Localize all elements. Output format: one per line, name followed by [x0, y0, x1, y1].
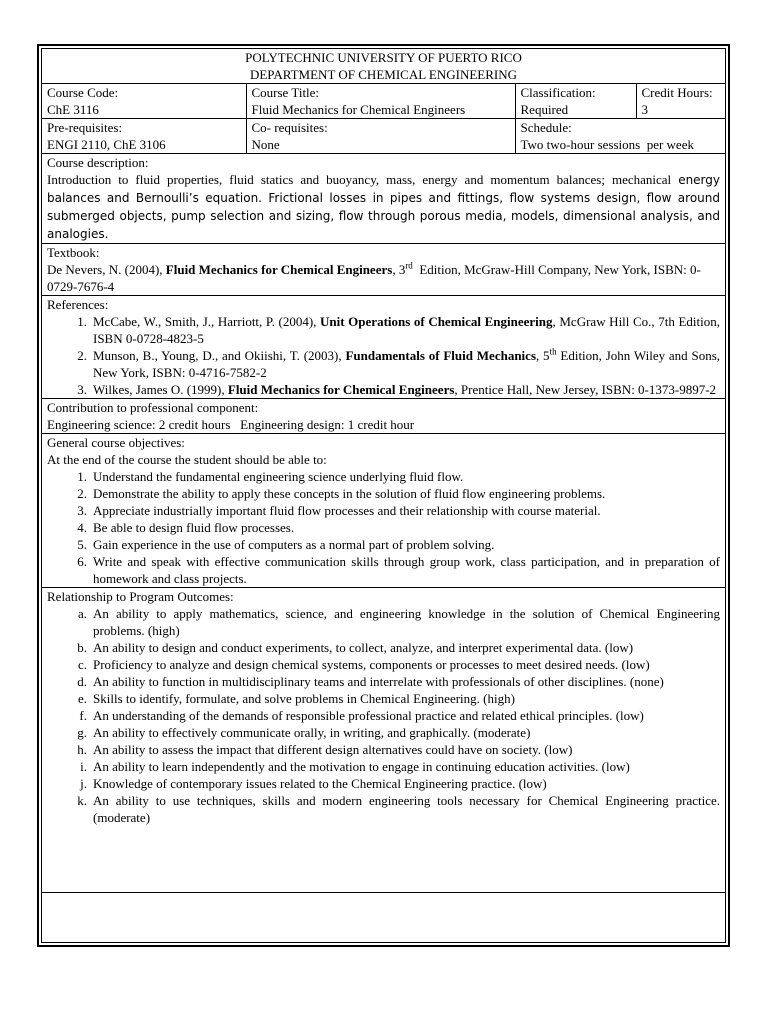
references-cell: [42, 296, 725, 399]
classification-cell: [515, 84, 636, 119]
outcome-item-marker: c.: [77, 657, 87, 672]
classification-label: Classification:: [520, 85, 596, 100]
header-cell: [42, 49, 725, 84]
reference-author: McCabe, W., Smith, J., Harriott, P. (2004),: [93, 314, 321, 329]
objective-item-marker: 3.: [77, 503, 87, 518]
outcome-item-marker: b.: [77, 640, 87, 655]
outcome-item-text: Proficiency to analyze and design chemical systems, components or processes to meet desired needs. (low): [93, 657, 650, 672]
course-title-label: Course Title:: [251, 85, 320, 100]
outcomes-row: [42, 588, 725, 893]
description-text-b: energy balances and Bernoulli’s equation. Frictional losses in pipes and fittings, flow systems design, flow around submerged objects, pump selection and sizing, flow through porous media, models, dimensional analysis, and analogies.: [47, 173, 720, 241]
credit-hours-cell: [636, 84, 725, 119]
schedule-value: Two two-hour sessions per week: [520, 137, 694, 152]
outcome-item: [47, 639, 720, 656]
syllabus-table: [42, 49, 725, 893]
reference-item: [47, 347, 720, 381]
objective-item: [47, 519, 720, 536]
outcomes-label: Relationship to Program Outcomes:: [47, 589, 234, 604]
objective-item: [47, 502, 720, 519]
textbook-author: De Nevers, N. (2004),: [47, 262, 166, 277]
description-label: Course description:: [47, 155, 149, 170]
syllabus-frame: [37, 44, 730, 947]
description-text-a: Introduction to fluid properties, fluid statics and buoyancy, mass, energy and momentum balances; mechanical: [47, 172, 679, 187]
prereq-label: Pre-requisites:: [47, 120, 123, 135]
objective-item-text: Understand the fundamental engineering science underlying fluid flow.: [93, 469, 464, 484]
outcome-item: [47, 724, 720, 741]
reference-item-text: [93, 313, 720, 347]
course-title-value: Fluid Mechanics for Chemical Engineers: [251, 102, 466, 117]
reference-details: , 5: [536, 348, 550, 363]
prereq-value: ENGI 2110, ChE 3106: [47, 137, 166, 152]
objective-item-marker: 1.: [77, 469, 87, 484]
objective-item-text: Demonstrate the ability to apply these concepts in the solution of fluid flow engineering problems.: [93, 486, 606, 501]
objective-item-text: Write and speak with effective communication skills through group work, class participation, and in preparation of homework and class projects.: [93, 554, 720, 586]
outcome-item-marker: j.: [80, 776, 87, 791]
course-info-row: [42, 84, 725, 119]
objective-item-marker: 5.: [77, 537, 87, 552]
reference-item-text: [93, 381, 720, 398]
outcome-item-text: Knowledge of contemporary issues related to the Chemical Engineering practice. (low): [93, 776, 547, 791]
reference-details: , McGraw Hill Co., 7th Edition, ISBN 0-0728-4823-5: [93, 314, 720, 346]
contribution-row: [42, 399, 725, 434]
references-label: References:: [47, 297, 109, 312]
objective-item-marker: 2.: [77, 486, 87, 501]
textbook-publisher: Edition, McGraw-Hill Company, New York, ISBN: 0-0729-7676-4: [47, 262, 701, 294]
reference-item: [47, 313, 720, 347]
objective-item: [47, 485, 720, 502]
objective-item: [47, 553, 720, 587]
textbook-label: Textbook:: [47, 245, 100, 260]
description-text: [47, 171, 720, 243]
course-title-cell: [246, 84, 515, 119]
reference-item: [47, 381, 720, 398]
objective-item-text: Be able to design fluid flow processes.: [93, 520, 295, 535]
outcome-item-marker: k.: [77, 793, 87, 808]
reference-title: Fundamentals of Fluid Mechanics: [345, 348, 536, 363]
outcome-item-text: An ability to use techniques, skills and modern engineering tools necessary for Chemical Engineering practice. (moderate): [93, 793, 720, 825]
objective-item: [47, 468, 720, 485]
course-code-label: Course Code:: [47, 85, 119, 100]
reference-author: Munson, B., Young, D., and Okiishi, T. (2003),: [93, 348, 346, 363]
references-row: [42, 296, 725, 399]
course-code-value: ChE 3116: [47, 102, 99, 117]
contribution-text: Engineering science: 2 credit hours Engineering design: 1 credit hour: [47, 417, 415, 432]
objectives-cell: [42, 434, 725, 588]
course-code-cell: [42, 84, 246, 119]
outcome-item-marker: d.: [77, 674, 87, 689]
textbook-row: [42, 244, 725, 296]
coreq-value: None: [251, 137, 280, 152]
outcome-item: [47, 673, 720, 690]
outcome-item-marker: f.: [79, 708, 87, 723]
prereq-cell: [42, 119, 246, 154]
textbook-edition-sup: rd: [405, 260, 413, 271]
objectives-row: [42, 434, 725, 588]
description-row: [42, 154, 725, 244]
requisites-row: [42, 119, 725, 154]
reference-title: Unit Operations of Chemical Engineering: [320, 314, 553, 329]
coreq-label: Co- requisites:: [251, 120, 328, 135]
textbook-edition: , 3: [392, 262, 406, 277]
credit-hours-label: Credit Hours:: [641, 85, 713, 100]
outcome-item: [47, 775, 720, 792]
schedule-label: Schedule:: [520, 120, 572, 135]
credit-hours-value: 3: [641, 102, 648, 117]
outcomes-cell: [42, 588, 725, 893]
objective-item-text: Gain experience in the use of computers as a normal part of problem solving.: [93, 537, 495, 552]
outcome-item-text: Skills to identify, formulate, and solve problems in Chemical Engineering. (high): [93, 691, 515, 706]
contribution-label: Contribution to professional component:: [47, 400, 259, 415]
outcome-item: [47, 707, 720, 724]
reference-edition-sup: th: [549, 346, 557, 357]
reference-item-text: [93, 347, 720, 381]
outcome-item-text: An ability to function in multidisciplinary teams and interrelate with professionals of other disciplines. (none): [93, 674, 664, 689]
outcome-item: [47, 741, 720, 758]
outcome-item-marker: i.: [80, 759, 87, 774]
reference-publisher: Edition, John Wiley and Sons, New York, ISBN: 0-4716-7582-2: [93, 348, 721, 380]
objectives-label: General course objectives:: [47, 435, 185, 450]
syllabus-inner-border: [41, 48, 726, 943]
outcome-item-text: An ability to learn independently and the motivation to engage in continuing education activities. (low): [93, 759, 630, 774]
outcome-item: [47, 690, 720, 707]
description-cell: [42, 154, 725, 244]
outcome-item-marker: h.: [77, 742, 87, 757]
reference-item-marker: 3.: [77, 382, 87, 397]
outcome-item-marker: e.: [77, 691, 87, 706]
outcome-item: [47, 758, 720, 775]
objectives-list: [47, 468, 720, 587]
classification-value: Required: [520, 102, 569, 117]
outcome-item-marker: g.: [77, 725, 87, 740]
references-list: [47, 313, 720, 398]
objective-item-marker: 4.: [77, 520, 87, 535]
outcomes-list: [47, 605, 720, 826]
coreq-cell: [246, 119, 515, 154]
reference-author: Wilkes, James O. (1999),: [93, 382, 228, 397]
objective-item: [47, 536, 720, 553]
objectives-intro: At the end of the course the student should be able to:: [47, 452, 327, 467]
outcome-item-text: An ability to design and conduct experiments, to collect, analyze, and interpret experimental data. (low): [93, 640, 634, 655]
textbook-title: Fluid Mechanics for Chemical Engineers: [165, 262, 393, 277]
outcome-item-marker: a.: [77, 606, 87, 621]
schedule-cell: [515, 119, 725, 154]
reference-item-marker: 1.: [77, 314, 87, 329]
outcome-item: [47, 792, 720, 826]
outcome-item-text: An understanding of the demands of responsible professional practice and related ethical principles. (low): [93, 708, 644, 723]
reference-title: Fluid Mechanics for Chemical Engineers: [227, 382, 455, 397]
header-row: [42, 49, 725, 84]
contribution-cell: [42, 399, 725, 434]
outcome-item-text: An ability to assess the impact that different design alternatives could have on society. (low): [93, 742, 573, 757]
outcome-item: [47, 656, 720, 673]
objective-item-marker: 6.: [77, 554, 87, 569]
reference-item-marker: 2.: [77, 348, 87, 363]
outcome-item: [47, 605, 720, 639]
outcome-item-text: An ability to effectively communicate orally, in writing, and graphically. (moderate): [93, 725, 531, 740]
reference-details: , Prentice Hall, New Jersey, ISBN: 0-1373-9897-2: [454, 382, 717, 397]
outcome-item-text: An ability to apply mathematics, science, and engineering knowledge in the solution of Chemical Engineering problems. (high): [93, 606, 720, 638]
textbook-citation: [47, 261, 720, 295]
textbook-cell: [42, 244, 725, 296]
university-name: POLYTECHNIC UNIVERSITY OF PUERTO RICO: [245, 50, 522, 65]
department-name: DEPARTMENT OF CHEMICAL ENGINEERING: [249, 67, 518, 82]
objective-item-text: Appreciate industrially important fluid flow processes and their relationship with course material.: [93, 503, 601, 518]
